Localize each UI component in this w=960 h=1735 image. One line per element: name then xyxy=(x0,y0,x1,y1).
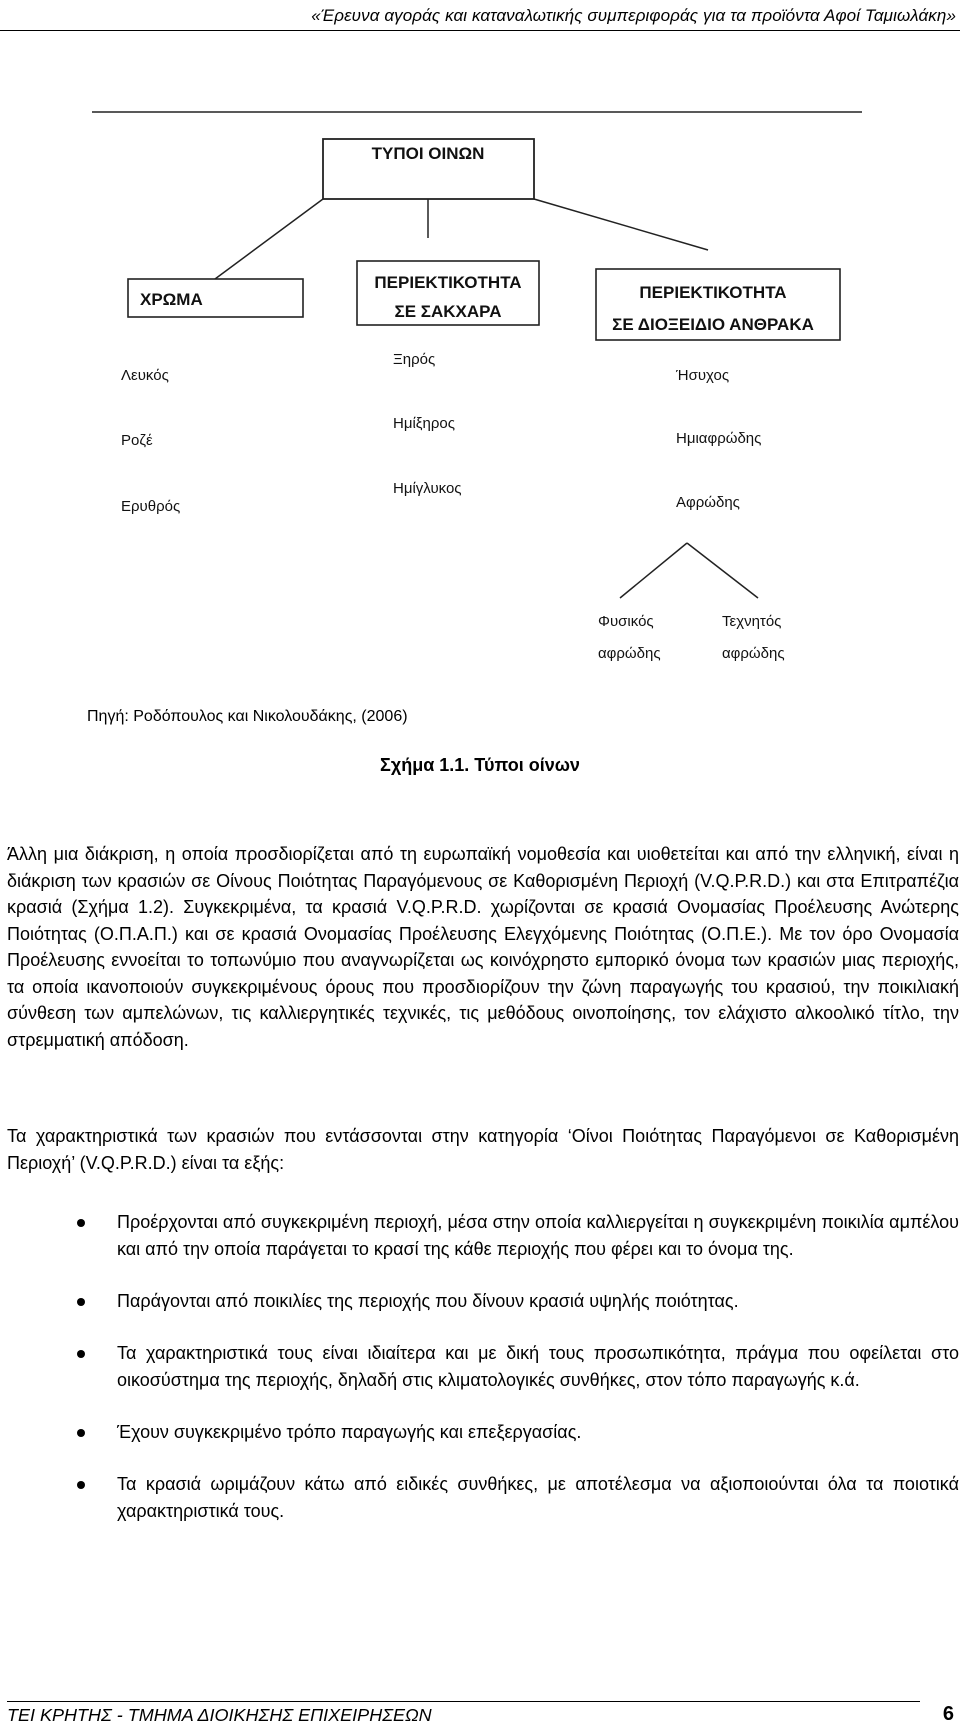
branch-left xyxy=(620,543,687,598)
bullet-icon xyxy=(77,1429,85,1437)
diagram-title: ΤΥΠΟΙ ΟΙΝΩΝ xyxy=(371,144,485,163)
color-item-rose: Ροζέ xyxy=(121,432,153,449)
sugar-heading-line1: ΠΕΡΙΕΚΤΙΚΟΤΗΤΑ xyxy=(374,273,522,292)
wine-types-diagram xyxy=(0,0,960,700)
footer-rule xyxy=(7,1701,920,1702)
sugar-item-semisweet: Ημίγλυκος xyxy=(393,480,462,497)
list-item xyxy=(0,1288,960,1315)
footer-institution: ΤΕΙ ΚΡΗΤΗΣ - ΤΜΗΜΑ ΔΙΟΙΚΗΣΗΣ ΕΠΙΧΕΙΡΗΣΕΩΝ xyxy=(7,1705,432,1725)
list-item-text: Έχουν συγκεκριμένο τρόπο παραγωγής και επεξεργασίας. xyxy=(117,1422,582,1442)
co2-item-sparkling: Αφρώδης xyxy=(676,494,740,511)
connector-right xyxy=(534,199,708,250)
sugar-item-dry: Ξηρός xyxy=(393,351,436,368)
connector-left xyxy=(215,199,323,279)
bullet-icon xyxy=(77,1219,85,1227)
co2-item-still: Ήσυχος xyxy=(676,367,730,384)
branch-right xyxy=(687,543,758,598)
list-item xyxy=(0,1340,960,1394)
sugar-item-semidry: Ημίξηρος xyxy=(393,415,455,432)
list-item xyxy=(0,1209,960,1263)
list-item-text: Προέρχονται από συγκεκριμένη περιοχή, μέσα στην οποία καλλιεργείται η συγκεκριμένη ποικιλία αμπέλου και από την οποία παράγεται το κρασί της κάθε περιοχής που φέρει και το όνομα της. xyxy=(117,1212,959,1259)
color-heading: ΧΡΩΜΑ xyxy=(140,290,203,309)
color-item-white: Λευκός xyxy=(121,367,169,384)
bullet-icon xyxy=(77,1298,85,1306)
list-item-text: Τα χαρακτηριστικά τους είναι ιδιαίτερα και με δική τους προσωπικότητα, πράγμα που οφείλεται στο οικοσύστημα της περιοχής, δηλαδή στις κλιματολογικές συνθήκες, στον τόπο παραγωγής κ.ά. xyxy=(117,1343,959,1390)
co2-item-semisparkling: Ημιαφρώδης xyxy=(676,430,762,447)
co2-heading-line1: ΠΕΡΙΕΚΤΙΚΟΤΗΤΑ xyxy=(639,283,787,302)
sugar-heading-line2: ΣΕ ΣΑΚΧΑΡΑ xyxy=(394,302,502,321)
paragraph-characteristics-intro: Τα χαρακτηριστικά των κρασιών που εντάσσονται στην κατηγορία ‘Οίνοι Ποιότητας Παραγόμενοι σε Καθορισμένη Περιοχή’ (V.Q.P.R.D.) είναι τα εξής: xyxy=(7,1126,959,1173)
branch-artificial-line2: αφρώδης xyxy=(722,645,785,662)
paragraph-classification: Άλλη μια διάκριση, η οποία προσδιορίζεται από τη ευρωπαϊκή νομοθεσία και υιοθετείται και από την ελληνική, είναι η διάκριση των κρασιών σε Οίνους Ποιότητας Παραγόμενους σε Καθορισμένη Περιοχή (V.Q.P.R.D.) και στα Επιτραπέζια κρασιά (Σχήμα 1.2). Συγκεκριμένα, τα κρασιά V.Q.P.R.D. χωρίζονται σε κρασιά Ονομασίας Προέλευσης Ανώτερης Ποιότητας (Ο.Π.Α.Π.) και σε κρασιά Ονομασίας Προέλευσης Ελεγχόμενης Ποιότητας (Ο.Π.Ε.). Με τον όρο Ονομασία Προέλευσης εννοείται το τοπωνύμιο που αναγνωρίζεται ως κοινόχρηστο εμπορικό όνομα των κρασιών μιας περιοχής, τα οποία ικανοποιούν συγκεκριμένους όρους που προσδιορίζουν την ζώνη παραγωγής του κρασιού, την ποικιλιακή σύνθεση των αμπελώνων, τις καλλιεργητικές τεχνικές, τις μεθόδους οινοποίησης, τον ελάχιστο αλκοολικό τίτλο, την στρεμματική απόδοση. xyxy=(7,844,959,1050)
bullet-icon xyxy=(77,1350,85,1358)
co2-heading-line2: ΣΕ ΔΙΟΞΕΙΔΙΟ ΑΝΘΡΑΚΑ xyxy=(612,315,814,334)
bullet-icon xyxy=(77,1481,85,1489)
running-header: «Έρευνα αγοράς και καταναλωτικής συμπεριφοράς για τα προϊόντα Αφοί Ταμιωλάκη» xyxy=(311,6,956,25)
list-item-text: Παράγονται από ποικιλίες της περιοχής που δίνουν κρασιά υψηλής ποιότητας. xyxy=(117,1291,739,1311)
list-item-text: Τα κρασιά ωριμάζουν κάτω από ειδικές συνθήκες, με αποτέλεσμα να αξιοποιούνται όλα τα ποιοτικά χαρακτηριστικά τους. xyxy=(117,1474,959,1521)
characteristics-list xyxy=(0,1209,960,1525)
branch-artificial-line1: Τεχνητός xyxy=(722,613,782,630)
list-item xyxy=(0,1471,960,1525)
list-item xyxy=(0,1419,960,1446)
page-number: 6 xyxy=(942,1703,954,1725)
figure-source: Πηγή: Ροδόπουλος και Νικολουδάκης, (2006) xyxy=(87,708,408,725)
branch-natural-line2: αφρώδης xyxy=(598,645,661,662)
color-item-red: Ερυθρός xyxy=(121,498,181,515)
figure-caption: Σχήμα 1.1. Τύποι οίνων xyxy=(380,755,580,775)
branch-natural-line1: Φυσικός xyxy=(598,613,654,630)
